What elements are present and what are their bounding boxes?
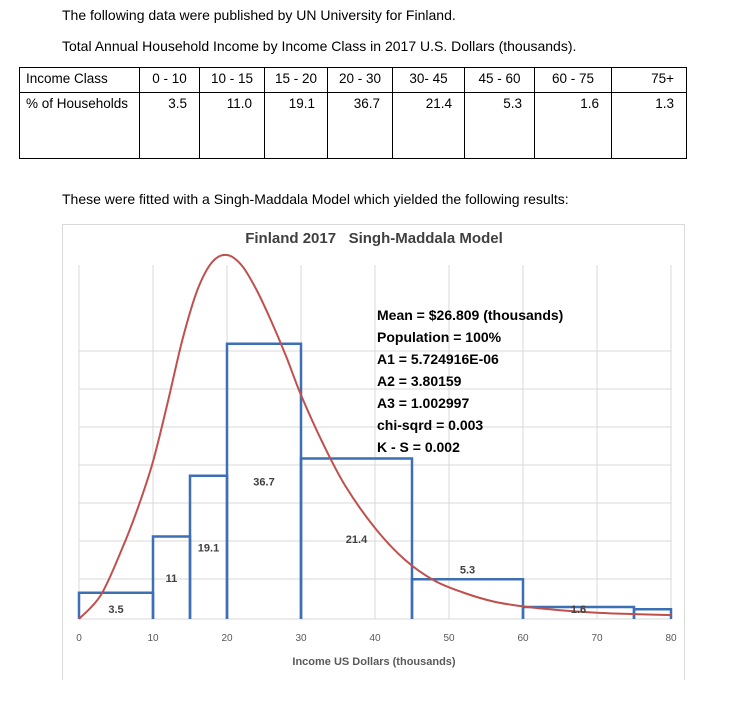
x-tick-label: 10: [147, 633, 159, 644]
x-tick-labels: [76, 633, 677, 644]
model-result-line: Population = 100%: [377, 329, 502, 345]
class-cell: 15 - 20: [265, 68, 328, 93]
bar-value-label: 36.7: [253, 476, 275, 489]
bar-value-label: 3.5: [108, 604, 124, 616]
x-tick-label: 40: [369, 633, 381, 644]
bar-value-label: 21.4: [345, 533, 368, 546]
x-axis-label: Income US Dollars (thousands): [292, 656, 456, 668]
x-tick-label: 50: [443, 633, 455, 644]
percent-cell: 3.5: [140, 93, 200, 159]
percent-cell: 1.6: [535, 93, 612, 159]
fit-description: These were fitted with a Singh-Maddala Model which yielded the following results:: [62, 191, 569, 207]
x-tick-label: 20: [221, 633, 233, 644]
model-result-line: chi-sqrd = 0.003: [377, 417, 484, 433]
x-tick-label: 0: [76, 633, 82, 644]
bar-value-labels: [108, 476, 586, 616]
bar-value-label: 5.3: [459, 564, 476, 577]
intro-line-2: Total Annual Household Income by Income Class in 2017 U.S. Dollars (thousands).: [62, 38, 577, 54]
model-results: [377, 307, 563, 455]
bar-value-label: 11: [165, 572, 178, 585]
model-result-line: K - S = 0.002: [377, 439, 460, 455]
bar-value-label: 1.6: [570, 604, 587, 616]
class-cell: 20 - 30: [328, 68, 393, 93]
percent-cell: 1.3: [612, 93, 687, 159]
histogram-bar: [412, 579, 523, 619]
bar-value-label: 19.1: [197, 542, 220, 555]
class-cell: 60 - 75: [535, 68, 612, 93]
gridlines: [79, 265, 671, 619]
x-tick-label: 30: [295, 633, 307, 644]
model-result-line: A2 = 3.80159: [377, 373, 462, 389]
income-table: [19, 67, 687, 159]
percent-cell: 5.3: [465, 93, 535, 159]
model-result-line: A1 = 5.724916E-06: [377, 351, 499, 367]
model-result-line: A3 = 1.002997: [377, 395, 470, 411]
income-class-row: [20, 68, 687, 93]
class-cell: 45 - 60: [465, 68, 535, 93]
class-cell: 0 - 10: [140, 68, 200, 93]
chart-title: Finland 2017 Singh-Maddala Model: [245, 230, 503, 247]
income-class-label: Income Class: [20, 68, 140, 93]
x-tick-label: 60: [517, 633, 529, 644]
percent-cell: 21.4: [393, 93, 465, 159]
intro-line-1: The following data were published by UN University for Finland.: [62, 7, 456, 23]
class-cell: 10 - 15: [200, 68, 265, 93]
percent-cell: 36.7: [328, 93, 393, 159]
class-cell: 30- 45: [393, 68, 465, 93]
chart-container: [62, 224, 685, 680]
histogram-chart: [63, 225, 686, 681]
x-tick-label: 70: [591, 633, 603, 644]
percent-row: [20, 93, 687, 159]
class-cell: 75+: [612, 68, 687, 93]
percent-households-label: % of Households: [20, 93, 140, 159]
percent-cell: 19.1: [265, 93, 328, 159]
x-tick-label: 80: [665, 633, 677, 644]
percent-cell: 11.0: [200, 93, 265, 159]
model-result-line: Mean = $26.809 (thousands): [377, 307, 564, 323]
